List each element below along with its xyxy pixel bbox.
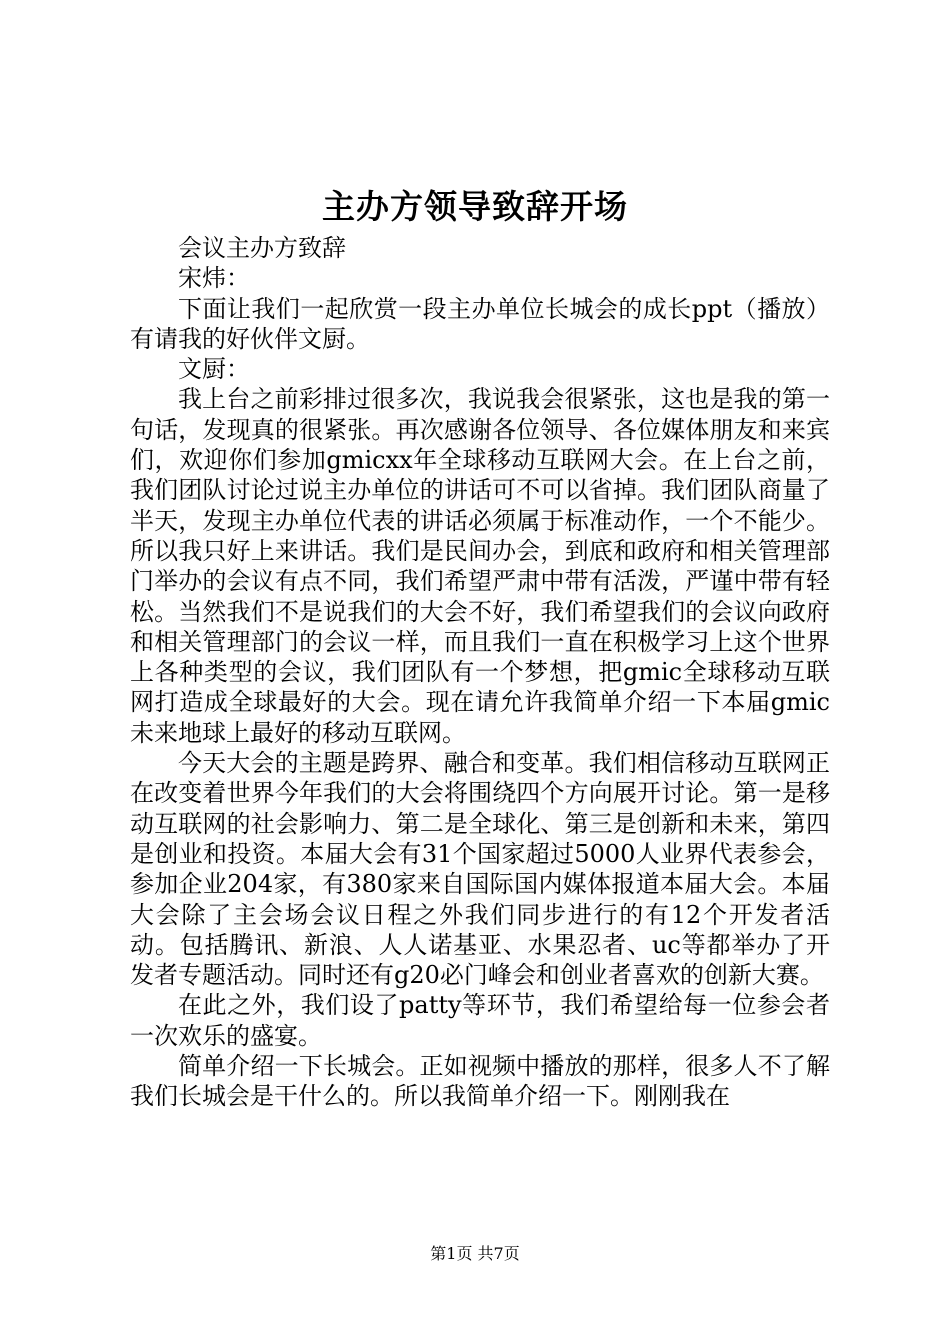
paragraph-speech-2: 今天大会的主题是跨界、融合和变革。我们相信移动互联网正在改变着世界今年我们的大会将围绕四个方向展开讨论。第一是移动互联网的社会影响力、第二是全球化、第三是创新和未来，第四是创业和投资。本届大会有31个国家超过5000人业界代表参会，参加企业204家，有380家来自国际国内媒体报道本届大会。本届大会除了主会场会议日程之外我们同步进行的有12个开发者活动。包括腾讯、新浪、人人诺基亚、水果忍者、uc等都举办了开发者专题活动。同时还有g20必门峰会和创业者喜欢的创新大赛。: [130, 749, 830, 990]
paragraph-speaker-song: 宋炜：: [178, 264, 250, 293]
page-number: 第1页 共7页: [430, 1244, 520, 1263]
paragraph-speech-3: 在此之外，我们设了patty等环节，我们希望给每一位参会者一次欢乐的盛宴。: [130, 991, 830, 1050]
document-title: 主办方领导致辞开场: [322, 187, 628, 226]
document-body: [130, 233, 830, 1112]
paragraph-subtitle: 会议主办方致辞: [178, 234, 346, 262]
paragraph-speaker-wenchu: 文厨：: [178, 355, 250, 384]
paragraph-speech-1: 我上台之前彩排过很多次，我说我会很紧张，这也是我的第一句话，发现真的很紧张。再次感谢各位领导、各位媒体朋友和来宾们，欢迎你们参加gmicxx年全球移动互联网大会。在上台之前，我们团队讨论过说主办单位的讲话可不可以省掉。我们团队商量了半天，发现主办单位代表的讲话必须属于标准动作，一个不能少。所以我只好上来讲话。我们是民间办会，到底和政府和相关管理部门举办的会议有点不同，我们希望严肃中带有活泼，严谨中带有轻松。当然我们不是说我们的大会不好，我们希望我们的会议向政府和相关管理部门的会议一样，而且我们一直在积极学习上这个世界上各种类型的会议，我们团队有一个梦想，把gmic全球移动互联网打造成全球最好的大会。现在请允许我简单介绍一下本届gmic未来地球上最好的移动互联网。: [130, 385, 830, 747]
paragraph-speech-4: 简单介绍一下长城会。正如视频中播放的那样，很多人不了解我们长城会是干什么的。所以我简单介绍一下。刚刚我在: [130, 1052, 830, 1111]
paragraph-intro: 下面让我们一起欣赏一段主办单位长城会的成长ppt（播放）有请我的好伙伴文厨。: [130, 294, 830, 353]
